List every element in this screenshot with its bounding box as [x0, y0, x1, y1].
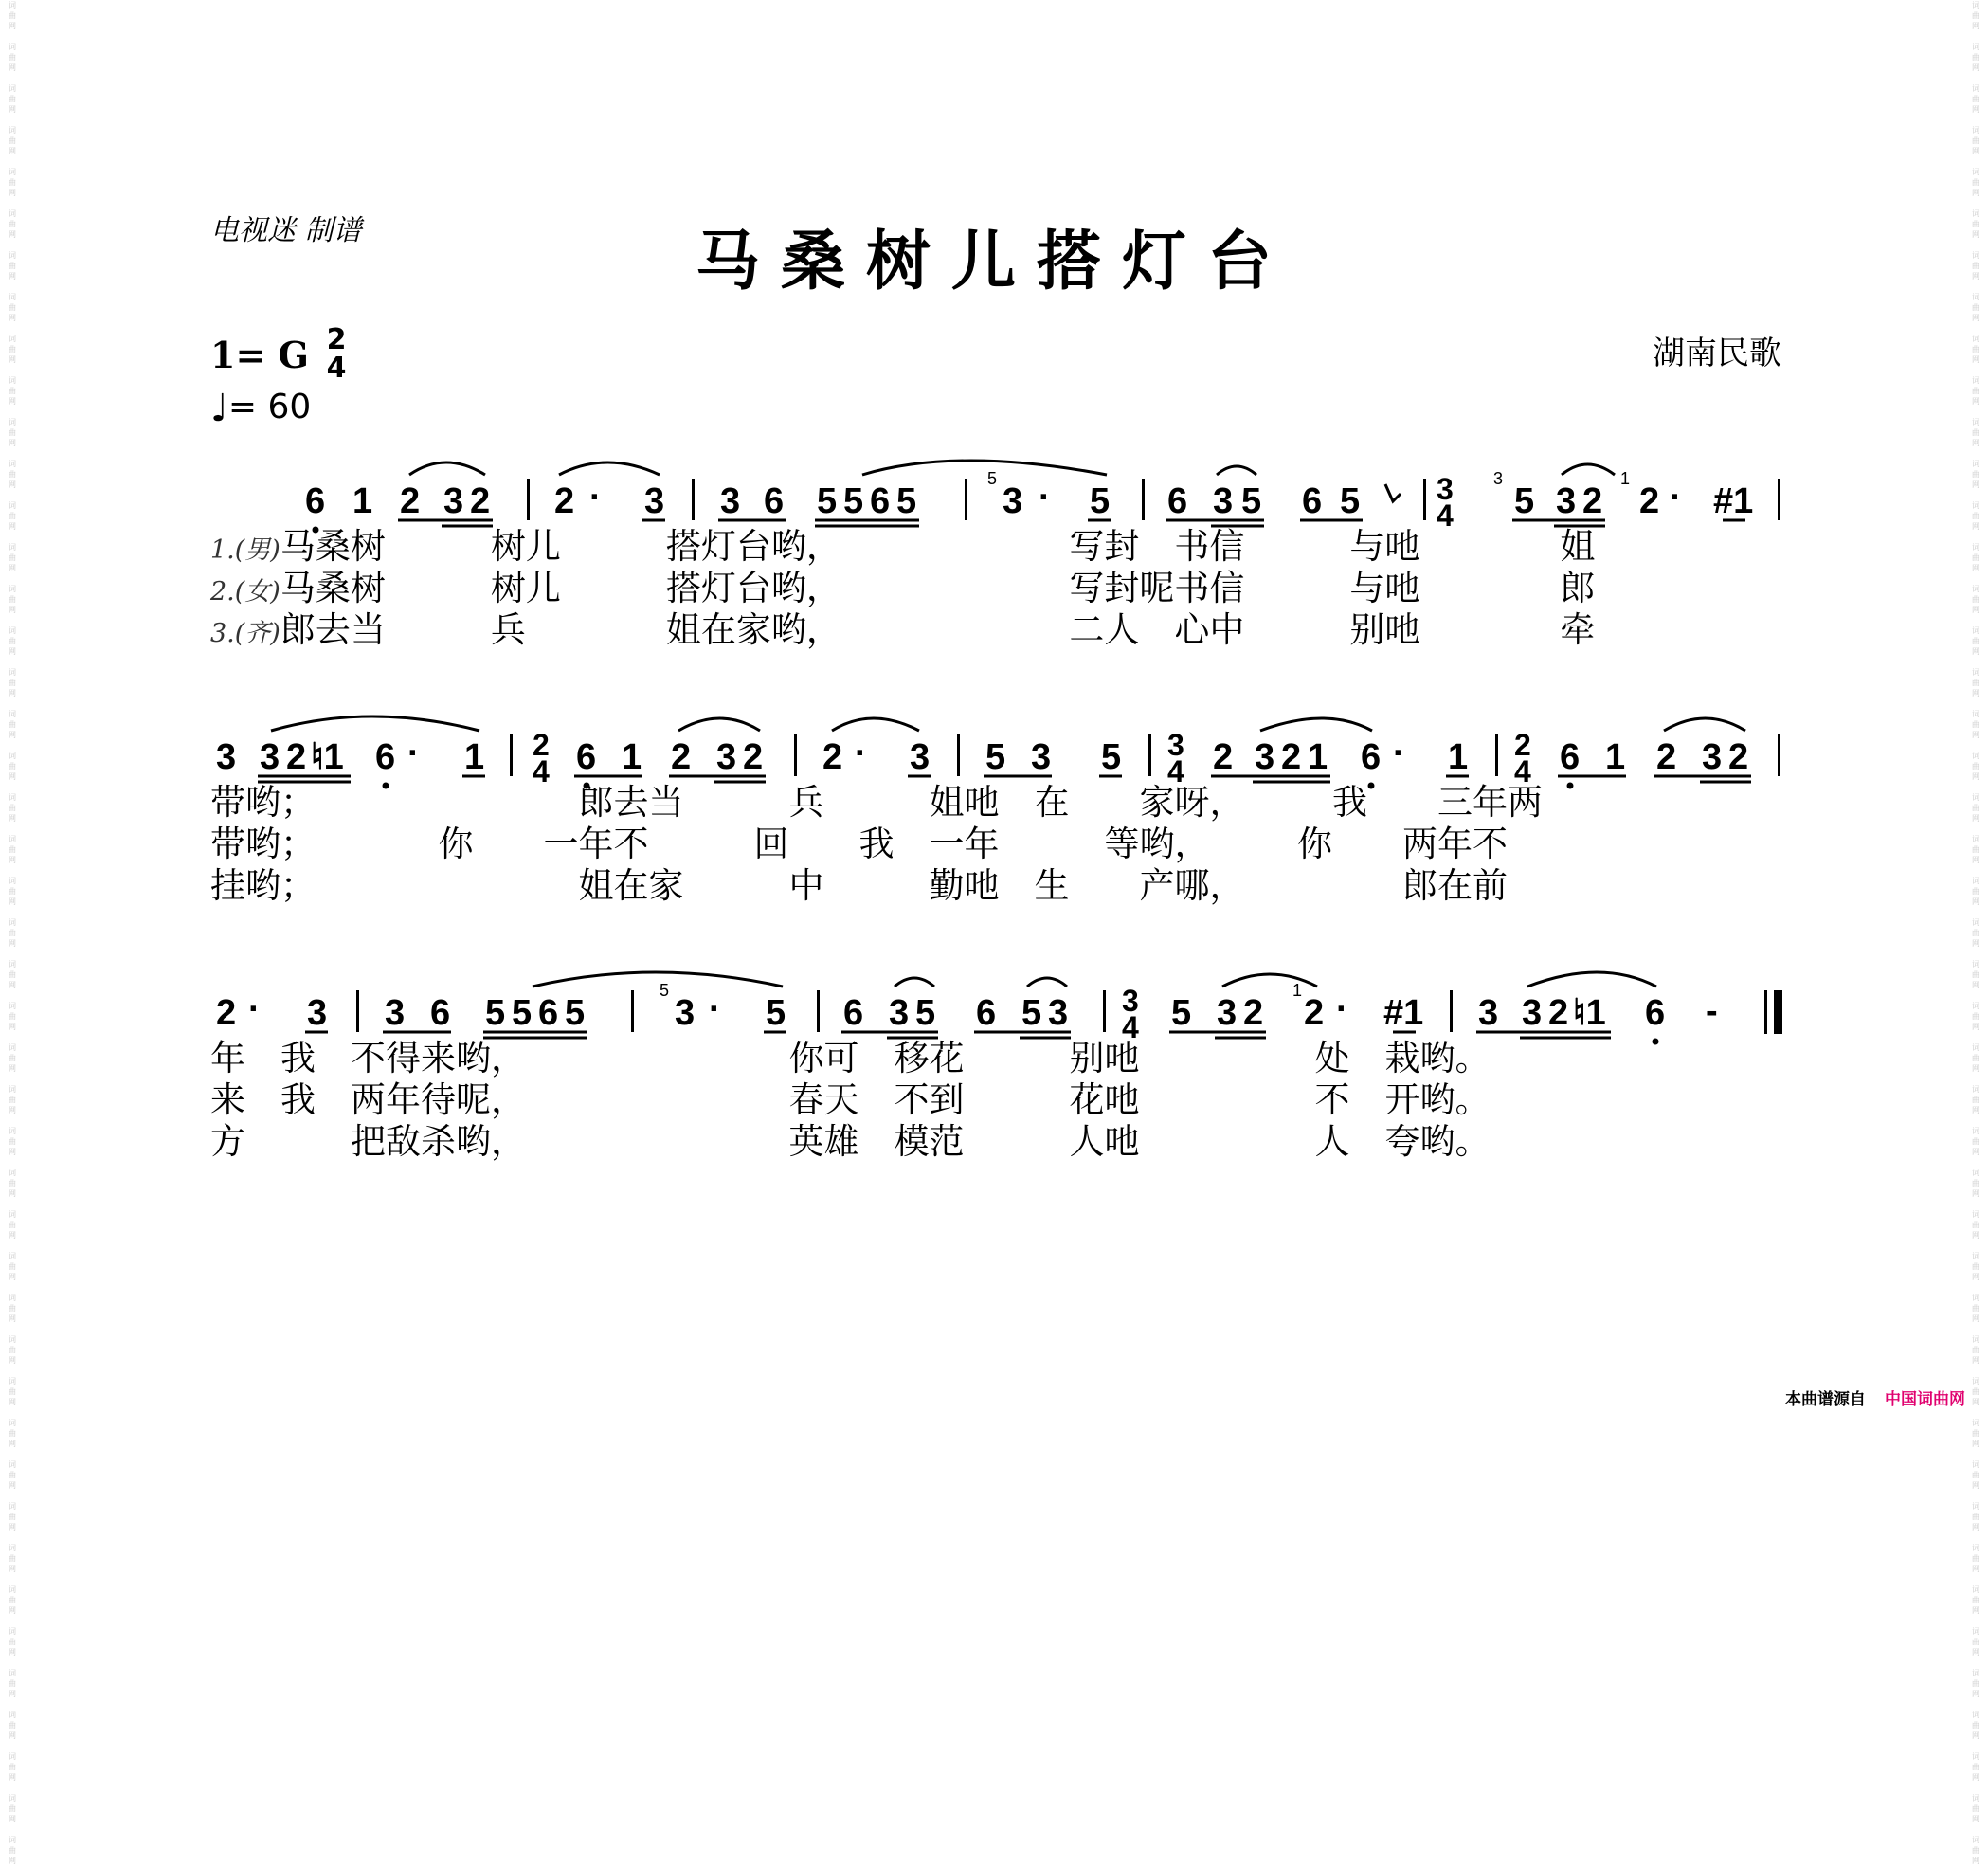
- note: 2: [1548, 993, 1569, 1033]
- slur: [678, 718, 760, 731]
- tempo-marking: [210, 387, 311, 430]
- low-octave-dot: [1567, 783, 1574, 789]
- tempo-value: = 60: [227, 388, 312, 426]
- lyric-text: 挂哟； 姐在家 中 勤吔 生 产哪， 郎在前: [210, 865, 1508, 906]
- note: 6: [305, 481, 326, 521]
- note: 6: [976, 993, 997, 1033]
- note: 6: [538, 993, 559, 1033]
- note: 6: [764, 481, 785, 521]
- note: 5: [985, 737, 1006, 777]
- slur: [1027, 978, 1067, 987]
- time-sig-top: 3: [1167, 728, 1184, 762]
- barline: [1142, 479, 1145, 520]
- note: 2: [1656, 737, 1677, 777]
- note: 6: [576, 737, 597, 777]
- grace-note: 1: [1620, 469, 1631, 488]
- barline: [1778, 734, 1780, 776]
- slur: [1260, 718, 1372, 731]
- time-sig-top: 2: [1514, 728, 1531, 762]
- time-sig-top: 2: [533, 728, 550, 762]
- note: 6: [430, 993, 451, 1033]
- note: 3: [1031, 737, 1052, 777]
- score-system-1: [0, 450, 1988, 659]
- note: 3: [1556, 481, 1577, 521]
- barline: [965, 479, 967, 520]
- note: 5: [512, 993, 533, 1033]
- note: 6: [1361, 737, 1382, 777]
- slur: [1562, 464, 1615, 475]
- quarter-note-icon: ♩: [210, 387, 228, 430]
- note: 6: [375, 737, 396, 777]
- note: 5: [817, 481, 838, 521]
- note: 2: [1639, 481, 1660, 521]
- dot: ·: [1336, 989, 1348, 1029]
- note: 3: [1478, 993, 1499, 1033]
- note: 3: [675, 993, 696, 1033]
- note: 1: [1448, 737, 1469, 777]
- note: 2: [822, 737, 843, 777]
- time-sig-bottom: 4: [1167, 754, 1184, 788]
- note: 5: [1101, 737, 1122, 777]
- glide-mark: [1385, 484, 1401, 501]
- note: 6: [843, 993, 864, 1033]
- note: 2: [286, 737, 307, 777]
- score-system-3: [0, 962, 1988, 1170]
- note: 3: [1213, 481, 1234, 521]
- dot: ·: [589, 478, 602, 517]
- time-sig-bottom: 4: [533, 754, 550, 788]
- dot: ·: [407, 734, 420, 773]
- note: 5: [766, 993, 786, 1033]
- slur: [1222, 974, 1317, 987]
- note: 2: [554, 481, 575, 521]
- note: 2: [1304, 993, 1325, 1033]
- barline: [1495, 734, 1498, 776]
- lyric-text: 马桑树 树儿 搭灯台哟， 写封 书信 与吔 姐: [280, 526, 1596, 567]
- note: 3: [720, 481, 741, 521]
- note: 3: [443, 481, 464, 521]
- score-system-2: [0, 706, 1988, 915]
- dash: -: [1706, 991, 1718, 1031]
- dot: ·: [1393, 734, 1405, 773]
- time-sig-bottom: 4: [1437, 498, 1454, 533]
- note: 5: [565, 993, 586, 1033]
- grace-note: 3: [1493, 469, 1504, 488]
- slur: [895, 978, 934, 987]
- lyric-line-3-verse-1: [210, 1038, 1491, 1083]
- note: 3: [216, 737, 237, 777]
- note: 6: [1167, 481, 1188, 521]
- lyric-line-1-verse-1: [210, 526, 1595, 571]
- source-site-link[interactable]: 中国词曲网: [1885, 1390, 1965, 1409]
- verse-label: 3.(齐): [210, 619, 280, 648]
- note: 2: [400, 481, 421, 521]
- note: 2: [743, 737, 764, 777]
- lyric-text: 带哟； 你 一年不 回 我 一年 等哟， 你 两年不: [210, 824, 1508, 864]
- barline: [957, 734, 960, 776]
- final-barline-thin: [1764, 990, 1767, 1034]
- barline: [631, 990, 634, 1032]
- note: 3: [1522, 993, 1543, 1033]
- verse-label: 1.(男): [210, 535, 280, 565]
- arranger-credit: 电视迷 制谱: [210, 214, 362, 247]
- grace-note: 5: [987, 469, 998, 488]
- lyric-line-1-verse-3: [210, 609, 1595, 655]
- note: 3: [1702, 737, 1723, 777]
- lyric-line-2-verse-2: [210, 824, 1508, 869]
- lyric-line-3-verse-3: [210, 1121, 1491, 1167]
- note: 5: [1241, 481, 1262, 521]
- barline: [356, 990, 359, 1032]
- note: 3: [644, 481, 665, 521]
- note: 1: [464, 737, 485, 777]
- watermark-strip-left: 词 曲 网 词 曲 网 词 曲 网 词 曲 网 词 曲 网 词 曲 网 词 曲 网 词 曲 网 词 曲 网 词 曲 网 词 曲 网 词 曲 网 词 曲 网 词 曲 网 词 曲 网 词 曲 网 词 曲 网 词 曲 网 词 曲 网 词 曲 网 词 曲 网 词 曲 网 词 曲 网 词 曲 网 词 曲 网 词 曲 网 词 曲 网 词 曲 网 词 曲 网 词 曲 网 词 曲 网 词 曲 网 词 曲 网 词 曲 网 词 曲 网 词 曲 网 词 曲 网 词 曲 网 词 曲 网 词 曲 网 词 曲 网 词 曲 网 词 曲 网 词 曲 网 词 曲 网: [9, 1, 16, 1865]
- final-barline-thick: [1774, 990, 1782, 1034]
- watermark-strip-right: 词 曲 网 词 曲 网 词 曲 网 词 曲 网 词 曲 网 词 曲 网 词 曲 网 词 曲 网 词 曲 网 词 曲 网 词 曲 网 词 曲 网 词 曲 网 词 曲 网 词 曲 网 词 曲 网 词 曲 网 词 曲 网 词 曲 网 词 曲 网 词 曲 网 词 曲 网 词 曲 网 词 曲 网 词 曲 网 词 曲 网 词 曲 网 词 曲 网 词 曲 网 词 曲 网 词 曲 网 词 曲 网 词 曲 网 词 曲 网 词 曲 网 词 曲 网 词 曲 网 词 曲 网 词 曲 网 词 曲 网 词 曲 网 词 曲 网 词 曲 网 词 曲 网 词 曲 网: [1972, 1, 1979, 1865]
- note: 2: [1281, 737, 1302, 777]
- barline: [510, 734, 513, 776]
- note: 3: [716, 737, 737, 777]
- lyric-line-2-verse-3: [210, 865, 1508, 911]
- note: 2: [216, 993, 237, 1033]
- note: 3: [910, 737, 931, 777]
- time-sig-top: 3: [1437, 472, 1454, 506]
- note: 1: [622, 737, 642, 777]
- note: 3: [307, 993, 328, 1033]
- lyric-text: 年 我 不得来哟， 你可 移花 别吔 处 栽哟。: [210, 1038, 1491, 1078]
- note: 5: [1090, 481, 1111, 521]
- grace-note: 5: [660, 981, 670, 1000]
- slur: [409, 462, 485, 475]
- note: 5: [1021, 993, 1042, 1033]
- note: 5: [485, 993, 506, 1033]
- note: 6: [1560, 737, 1581, 777]
- lyric-line-2-verse-1: [210, 782, 1543, 827]
- lyric-text: 郎去当 兵 姐在家哟， 二人 心中 别吔 牵: [280, 609, 1596, 650]
- note: 3: [889, 993, 910, 1033]
- note: 3: [1003, 481, 1023, 521]
- note: 1: [1605, 737, 1626, 777]
- song-origin: 湖南民歌: [1653, 335, 1781, 372]
- slur: [1664, 718, 1745, 731]
- lyric-line-3-verse-2: [210, 1079, 1491, 1125]
- barline: [692, 479, 695, 520]
- barline: [1450, 990, 1453, 1032]
- note: 2: [470, 481, 491, 521]
- note: 5: [1171, 993, 1192, 1033]
- note: 2: [1243, 993, 1264, 1033]
- time-sig-top: 3: [1122, 984, 1139, 1018]
- slur: [1217, 466, 1256, 475]
- note: ♮1: [1573, 993, 1606, 1033]
- barline: [527, 479, 530, 520]
- dot: ·: [1039, 478, 1051, 517]
- time-signature-top: 2: [326, 323, 347, 356]
- note: 3: [1217, 993, 1238, 1033]
- barline: [1423, 479, 1426, 520]
- lyric-text: 方 把敌杀哟， 英雄 模范 人吔 人 夸哟。: [210, 1121, 1491, 1162]
- note: ♮1: [311, 737, 344, 777]
- note: 5: [1514, 481, 1535, 521]
- song-title: 马桑树儿搭灯台: [695, 224, 1292, 299]
- note: 5: [1340, 481, 1361, 521]
- key-signature: 1= G: [210, 334, 309, 376]
- note: 2: [1582, 481, 1603, 521]
- note: 1: [1308, 737, 1328, 777]
- lyric-line-1-verse-2: [210, 568, 1595, 613]
- note: 3: [1048, 993, 1069, 1033]
- note: #1: [1383, 993, 1424, 1033]
- slur: [832, 718, 919, 731]
- note: 3: [385, 993, 406, 1033]
- note: 2: [1728, 737, 1749, 777]
- low-octave-dot: [1653, 1039, 1659, 1045]
- time-sig-bottom: 4: [1122, 1010, 1139, 1044]
- note: 5: [843, 481, 864, 521]
- dot: ·: [855, 734, 867, 773]
- lyric-text: 马桑树 树儿 搭灯台哟， 写封呢书信 与吔 郎: [280, 568, 1596, 608]
- note: 2: [1213, 737, 1234, 777]
- barline: [1103, 990, 1106, 1032]
- lyric-text: 带哟； 郎去当 兵 姐吔 在 家呀， 我 三年两: [210, 782, 1543, 823]
- dot: ·: [709, 989, 721, 1029]
- barline: [817, 990, 820, 1032]
- note: 2: [671, 737, 692, 777]
- note: 1: [352, 481, 373, 521]
- slur: [559, 462, 660, 475]
- note: 6: [1645, 993, 1666, 1033]
- note: 5: [915, 993, 936, 1033]
- note: #1: [1713, 481, 1754, 521]
- time-signature: [322, 323, 351, 385]
- note: 3: [260, 737, 280, 777]
- dot: ·: [248, 989, 261, 1029]
- barline: [794, 734, 797, 776]
- barline: [1778, 479, 1780, 520]
- slur: [1527, 972, 1656, 987]
- verse-label: 2.(女): [210, 577, 280, 607]
- note: 5: [896, 481, 917, 521]
- barline: [1148, 734, 1151, 776]
- lyric-text: 来 我 两年待呢， 春天 不到 花吔 不 开哟。: [210, 1079, 1491, 1120]
- time-sig-bottom: 4: [1514, 754, 1531, 788]
- source-label: 本曲谱源自: [1785, 1390, 1866, 1409]
- slur: [533, 972, 783, 987]
- note: 6: [1302, 481, 1323, 521]
- slur: [271, 716, 479, 731]
- grace-note: 1: [1292, 981, 1303, 1000]
- slur: [862, 461, 1107, 475]
- source-footer: [1785, 1386, 1965, 1409]
- note: 6: [870, 481, 891, 521]
- note: 3: [1255, 737, 1275, 777]
- dot: ·: [1670, 478, 1682, 517]
- time-signature-bottom: 4: [326, 352, 347, 385]
